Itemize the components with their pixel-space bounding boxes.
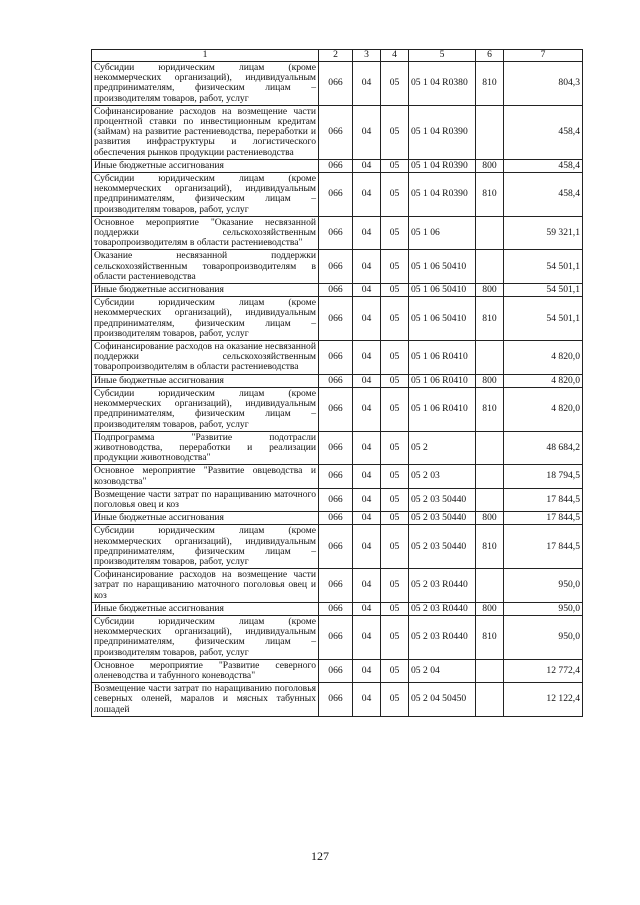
table-row: [92, 683, 583, 717]
row-target-article: 05 2: [409, 431, 476, 465]
row-amount: 804,3: [504, 62, 583, 106]
row-amount: 17 844,5: [504, 525, 583, 569]
row-ministry-code: 066: [319, 465, 353, 488]
row-amount: 458,4: [504, 105, 583, 159]
row-ministry-code: 066: [319, 569, 353, 603]
row-expense-type: [476, 341, 504, 375]
row-section: 04: [353, 488, 381, 511]
row-target-article: 05 2 04: [409, 659, 476, 682]
row-ministry-code: 066: [319, 387, 353, 431]
row-target-article: 05 1 06 50410: [409, 250, 476, 284]
row-description: Основное мероприятие "Оказание несвязанной поддержки сельскохозяйственным товаропроизводителям в области растениеводства": [92, 216, 319, 250]
row-subsection: 05: [381, 159, 409, 172]
row-ministry-code: 066: [319, 159, 353, 172]
row-amount: 54 501,1: [504, 297, 583, 341]
row-ministry-code: 066: [319, 512, 353, 525]
row-section: 04: [353, 602, 381, 615]
row-section: 04: [353, 62, 381, 106]
column-header: 4: [381, 50, 409, 62]
row-amount: 458,4: [504, 173, 583, 217]
row-section: 04: [353, 284, 381, 297]
row-subsection: 05: [381, 216, 409, 250]
row-section: 04: [353, 525, 381, 569]
row-target-article: 05 2 03 50440: [409, 488, 476, 511]
row-section: 04: [353, 569, 381, 603]
row-ministry-code: 066: [319, 602, 353, 615]
row-amount: 54 501,1: [504, 250, 583, 284]
table-body: [92, 50, 583, 717]
row-section: 04: [353, 216, 381, 250]
row-expense-type: 800: [476, 602, 504, 615]
row-amount: 950,0: [504, 569, 583, 603]
table-row: [92, 387, 583, 431]
row-target-article: 05 2 03: [409, 465, 476, 488]
row-target-article: 05 1 06 50410: [409, 297, 476, 341]
row-target-article: 05 1 06 50410: [409, 284, 476, 297]
row-expense-type: 800: [476, 374, 504, 387]
header-row: [92, 50, 583, 62]
row-description: Подпрограмма "Развитие подотрасли животноводства, переработки и реализации продукции животноводства": [92, 431, 319, 465]
table-row: [92, 488, 583, 511]
row-ministry-code: 066: [319, 683, 353, 717]
row-amount: 4 820,0: [504, 374, 583, 387]
row-amount: 12 772,4: [504, 659, 583, 682]
row-expense-type: [476, 488, 504, 511]
row-subsection: 05: [381, 431, 409, 465]
column-header: 7: [504, 50, 583, 62]
table-row: [92, 659, 583, 682]
row-description: Субсидии юридическим лицам (кроме некоммерческих организаций), индивидуальным предпринимателям, физическим лицам – производителям товаров, работ, услуг: [92, 525, 319, 569]
row-ministry-code: 066: [319, 374, 353, 387]
row-expense-type: 810: [476, 525, 504, 569]
row-description: Возмещение части затрат по наращиванию маточного поголовья овец и коз: [92, 488, 319, 511]
row-ministry-code: 066: [319, 615, 353, 659]
row-amount: 48 684,2: [504, 431, 583, 465]
row-ministry-code: 066: [319, 431, 353, 465]
row-section: 04: [353, 387, 381, 431]
row-target-article: 05 1 04 R0390: [409, 173, 476, 217]
row-description: Субсидии юридическим лицам (кроме некоммерческих организаций), индивидуальным предпринимателям, физическим лицам – производителям товаров, работ, услуг: [92, 173, 319, 217]
row-expense-type: [476, 250, 504, 284]
row-subsection: 05: [381, 105, 409, 159]
table-row: [92, 431, 583, 465]
row-amount: 458,4: [504, 159, 583, 172]
row-target-article: 05 2 03 R0440: [409, 615, 476, 659]
row-amount: 950,0: [504, 602, 583, 615]
row-subsection: 05: [381, 297, 409, 341]
row-description: Субсидии юридическим лицам (кроме некоммерческих организаций), индивидуальным предпринимателям, физическим лицам – производителям товаров, работ, услуг: [92, 62, 319, 106]
row-subsection: 05: [381, 341, 409, 375]
row-section: 04: [353, 659, 381, 682]
row-expense-type: 800: [476, 512, 504, 525]
row-ministry-code: 066: [319, 341, 353, 375]
row-target-article: 05 2 04 50450: [409, 683, 476, 717]
row-expense-type: 800: [476, 284, 504, 297]
row-ministry-code: 066: [319, 284, 353, 297]
row-expense-type: 810: [476, 297, 504, 341]
row-subsection: 05: [381, 683, 409, 717]
row-expense-type: [476, 216, 504, 250]
table-row: [92, 284, 583, 297]
row-target-article: 05 1 06 R0410: [409, 374, 476, 387]
row-subsection: 05: [381, 488, 409, 511]
table-row: [92, 341, 583, 375]
row-amount: 17 844,5: [504, 512, 583, 525]
row-target-article: 05 1 06 R0410: [409, 387, 476, 431]
row-amount: 17 844,5: [504, 488, 583, 511]
row-expense-type: 810: [476, 387, 504, 431]
row-amount: 59 321,1: [504, 216, 583, 250]
row-section: 04: [353, 159, 381, 172]
row-amount: 54 501,1: [504, 284, 583, 297]
table-row: [92, 512, 583, 525]
row-target-article: 05 1 04 R0390: [409, 105, 476, 159]
page-number: 127: [311, 849, 329, 863]
row-description: Основное мероприятие "Развитие овцеводства и козоводства": [92, 465, 319, 488]
row-section: 04: [353, 374, 381, 387]
row-description: Возмещение части затрат по наращиванию поголовья северных оленей, маралов и мясных табунных лошадей: [92, 683, 319, 717]
row-expense-type: 810: [476, 62, 504, 106]
row-expense-type: [476, 683, 504, 717]
row-subsection: 05: [381, 173, 409, 217]
row-ministry-code: 066: [319, 105, 353, 159]
row-subsection: 05: [381, 387, 409, 431]
row-expense-type: 800: [476, 159, 504, 172]
table-row: [92, 62, 583, 106]
row-section: 04: [353, 512, 381, 525]
row-subsection: 05: [381, 569, 409, 603]
table-row: [92, 216, 583, 250]
row-subsection: 05: [381, 659, 409, 682]
column-header: 3: [353, 50, 381, 62]
row-expense-type: 810: [476, 173, 504, 217]
column-header: 6: [476, 50, 504, 62]
row-subsection: 05: [381, 374, 409, 387]
row-expense-type: [476, 105, 504, 159]
table-row: [92, 569, 583, 603]
row-subsection: 05: [381, 512, 409, 525]
row-target-article: 05 1 04 R0390: [409, 159, 476, 172]
row-section: 04: [353, 615, 381, 659]
table-row: [92, 602, 583, 615]
row-section: 04: [353, 250, 381, 284]
row-amount: 950,0: [504, 615, 583, 659]
table-row: [92, 173, 583, 217]
row-ministry-code: 066: [319, 488, 353, 511]
table-row: [92, 159, 583, 172]
row-section: 04: [353, 105, 381, 159]
row-ministry-code: 066: [319, 659, 353, 682]
row-description: Иные бюджетные ассигнования: [92, 512, 319, 525]
table-row: [92, 297, 583, 341]
row-subsection: 05: [381, 284, 409, 297]
row-target-article: 05 1 06 R0410: [409, 341, 476, 375]
row-target-article: 05 1 06: [409, 216, 476, 250]
row-expense-type: [476, 431, 504, 465]
row-amount: 18 794,5: [504, 465, 583, 488]
row-subsection: 05: [381, 465, 409, 488]
row-target-article: 05 2 03 50440: [409, 525, 476, 569]
row-expense-type: [476, 659, 504, 682]
row-description: Субсидии юридическим лицам (кроме некоммерческих организаций), индивидуальным предпринимателям, физическим лицам – производителям товаров, работ, услуг: [92, 615, 319, 659]
row-description: Субсидии юридическим лицам (кроме некоммерческих организаций), индивидуальным предпринимателям, физическим лицам – производителям товаров, работ, услуг: [92, 297, 319, 341]
budget-table: [91, 49, 583, 717]
row-description: Софинансирование расходов на возмещение части процентной ставки по инвестиционным кредитам (займам) на развитие растениеводства, переработки и развития инфраструктуры и логистического обеспечения рынков продукции растениеводства: [92, 105, 319, 159]
row-description: Иные бюджетные ассигнования: [92, 602, 319, 615]
table-row: [92, 465, 583, 488]
row-expense-type: [476, 465, 504, 488]
row-target-article: 05 2 03 R0440: [409, 602, 476, 615]
row-subsection: 05: [381, 525, 409, 569]
row-amount: 4 820,0: [504, 341, 583, 375]
row-subsection: 05: [381, 250, 409, 284]
row-subsection: 05: [381, 615, 409, 659]
row-expense-type: 810: [476, 615, 504, 659]
row-target-article: 05 1 04 R0380: [409, 62, 476, 106]
row-amount: 4 820,0: [504, 387, 583, 431]
row-section: 04: [353, 683, 381, 717]
row-description: Иные бюджетные ассигнования: [92, 284, 319, 297]
row-amount: 12 122,4: [504, 683, 583, 717]
row-description: Оказание несвязанной поддержки сельскохозяйственным товаропроизводителям в области растениеводства: [92, 250, 319, 284]
row-section: 04: [353, 297, 381, 341]
row-ministry-code: 066: [319, 216, 353, 250]
row-ministry-code: 066: [319, 62, 353, 106]
table-row: [92, 374, 583, 387]
row-ministry-code: 066: [319, 525, 353, 569]
column-header: 1: [92, 50, 319, 62]
row-target-article: 05 2 03 R0440: [409, 569, 476, 603]
row-section: 04: [353, 341, 381, 375]
row-description: Иные бюджетные ассигнования: [92, 159, 319, 172]
table-row: [92, 250, 583, 284]
row-ministry-code: 066: [319, 250, 353, 284]
table-row: [92, 525, 583, 569]
row-target-article: 05 2 03 50440: [409, 512, 476, 525]
row-expense-type: [476, 569, 504, 603]
row-description: Субсидии юридическим лицам (кроме некоммерческих организаций), индивидуальным предпринимателям, физическим лицам – производителям товаров, работ, услуг: [92, 387, 319, 431]
row-ministry-code: 066: [319, 173, 353, 217]
row-description: Иные бюджетные ассигнования: [92, 374, 319, 387]
row-subsection: 05: [381, 62, 409, 106]
row-ministry-code: 066: [319, 297, 353, 341]
table-row: [92, 615, 583, 659]
row-description: Основное мероприятие "Развитие северного оленеводства и табунного коневодства": [92, 659, 319, 682]
row-section: 04: [353, 173, 381, 217]
column-header: 2: [319, 50, 353, 62]
row-section: 04: [353, 465, 381, 488]
column-header: 5: [409, 50, 476, 62]
row-description: Софинансирование расходов на оказание несвязанной поддержки сельскохозяйственным товаропроизводителям в области растениеводства: [92, 341, 319, 375]
row-section: 04: [353, 431, 381, 465]
table-row: [92, 105, 583, 159]
row-description: Софинансирование расходов на возмещение части затрат по наращиванию маточного поголовья овец и коз: [92, 569, 319, 603]
row-subsection: 05: [381, 602, 409, 615]
